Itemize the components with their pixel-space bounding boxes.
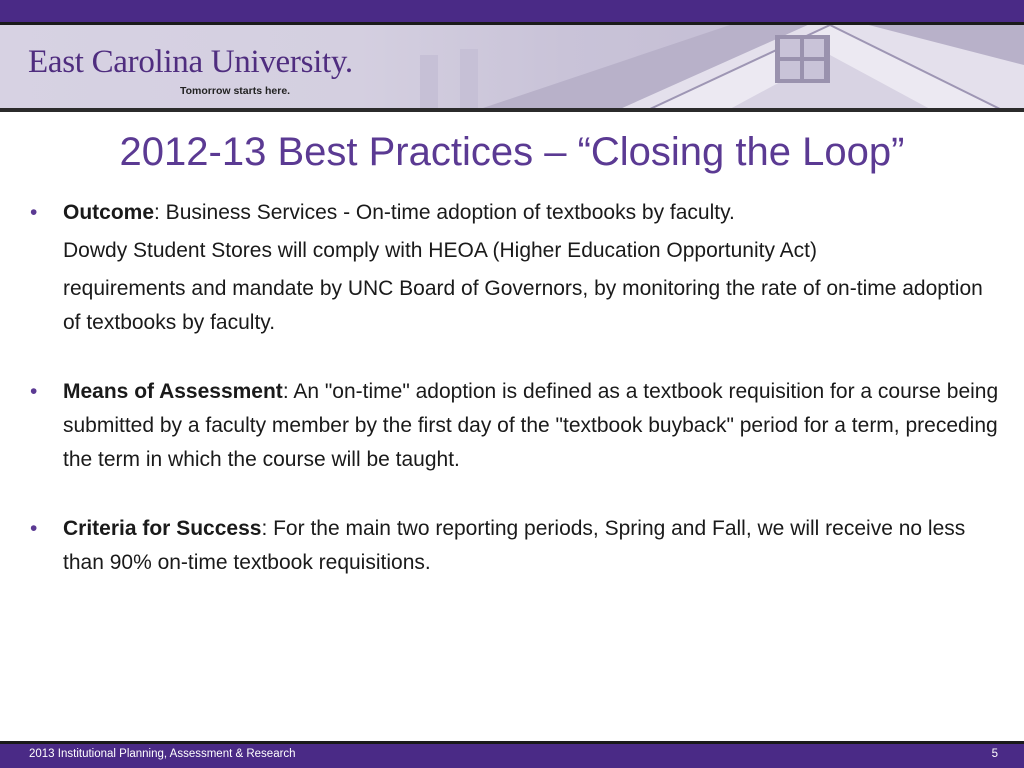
slide-title: 2012-13 Best Practices – “Closing the Loop” <box>119 130 905 174</box>
bullet-marker: • <box>30 201 38 224</box>
header-divider <box>0 108 1024 112</box>
assessment-text: : An "on-time" adoption is defined as a textbook requisition for a course being submitted by a faculty member by the first day of the "textbook buyback" period for a term, preceding the term in which the course will be taught. <box>63 380 999 471</box>
bullet-marker: • <box>30 380 38 403</box>
university-logo: East Carolina University. <box>28 44 353 80</box>
bullet-assessment <box>30 375 1000 477</box>
criteria-text: : For the main two reporting periods, Spring and Fall, we will receive no less than 90% on-time textbook requisitions. <box>63 517 966 574</box>
outcome-paragraph-3: requirements and mandate by UNC Board of Governors, by monitoring the rate of on-time adoption of textbooks by faculty. <box>63 277 983 334</box>
criteria-label: Criteria for Success <box>63 517 262 540</box>
building-illustration <box>400 25 1024 109</box>
bullet-marker: • <box>30 517 38 540</box>
bullet-outcome <box>30 196 1000 230</box>
page-number: 5 <box>991 748 998 760</box>
assessment-label: Means of Assessment <box>63 380 283 403</box>
top-accent-bar <box>0 0 1024 22</box>
footer-text: 2013 Institutional Planning, Assessment & Research <box>29 748 296 760</box>
outcome-paragraph-2: Dowdy Student Stores will comply with HEOA (Higher Education Opportunity Act) <box>63 239 817 262</box>
outcome-text: : Business Services - On-time adoption of textbooks by faculty. <box>154 201 735 224</box>
outcome-label: Outcome <box>63 201 155 224</box>
tagline: Tomorrow starts here. <box>180 85 291 97</box>
footer-bar <box>0 741 1024 768</box>
slide-body <box>30 196 1000 580</box>
bullet-criteria <box>30 512 1000 580</box>
